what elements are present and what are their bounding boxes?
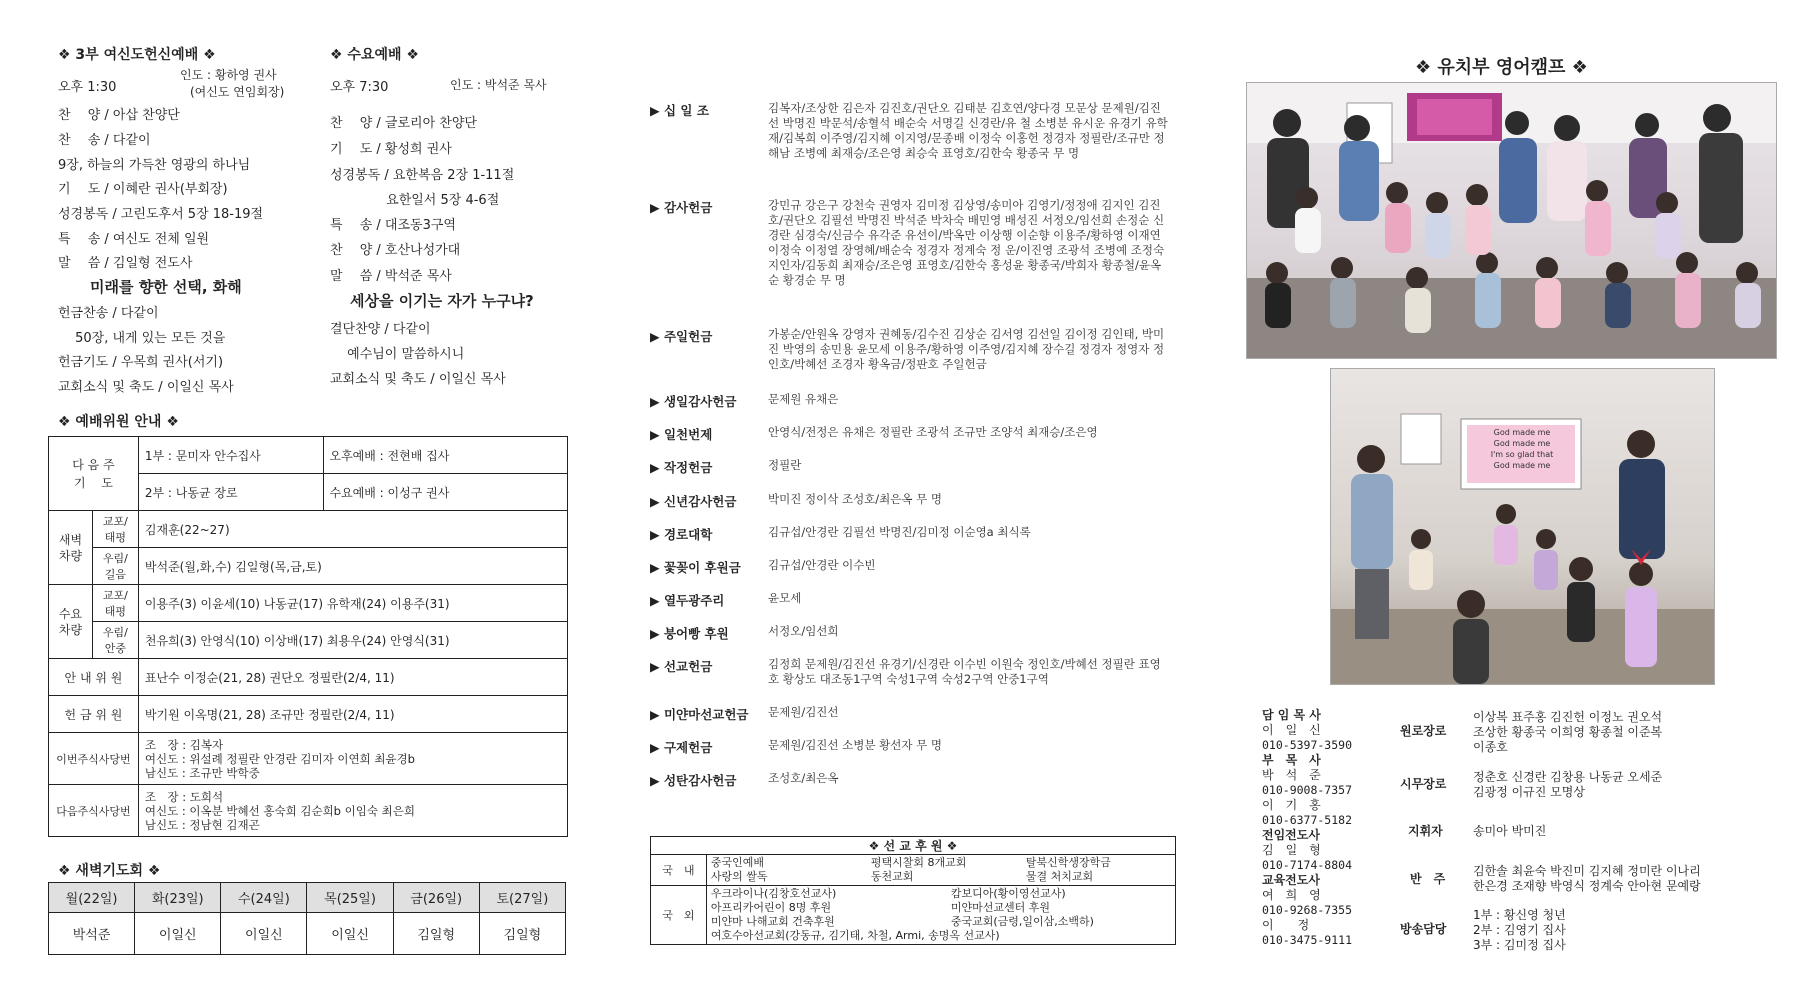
- next-week-meal-line: 조 장 : 도희석: [144, 789, 224, 804]
- offering-label: ▶ 구제헌금: [650, 740, 713, 755]
- offering-names: 김정희 문제원/김진선 유경기/신경란 이수빈 이원숙 정인호/박혜선 정필란 표영호 황상도 대조동1구역 숙성1구역 숙성2구역 안중1구역: [768, 657, 1161, 686]
- dawn-leader: 김일형: [393, 913, 479, 955]
- service3-line: 교회소식 및 축도 / 이일신 목사: [58, 380, 234, 395]
- offering-names: 윤모세: [768, 591, 802, 605]
- officer-names: [1473, 770, 1662, 800]
- wed-car-route: 교포/태평: [92, 585, 138, 622]
- service3-lead-sub: (여신도 연임회장): [190, 85, 285, 99]
- offering-label: ▶ 미얀마선교헌금: [650, 707, 749, 722]
- wednesday-line: 교회소식 및 축도 / 이일신 목사: [330, 372, 506, 387]
- service3-line: 성경봉독 / 고린도후서 5장 18-19절: [58, 207, 264, 222]
- officer-name-line: 1부 : 황신영 청년: [1473, 908, 1566, 922]
- service3-line: 헌금기도 / 우목희 권사(서기): [58, 355, 224, 370]
- screen-text-line: God made me: [1493, 428, 1551, 437]
- dawn-day: 금(26일): [393, 883, 479, 913]
- next-week-meal-line: 남신도 : 정남현 김재곤: [144, 817, 260, 832]
- officer-role: 시무장로: [1400, 777, 1447, 791]
- wednesday-line: 찬 양 / 호산나성가대: [330, 243, 461, 258]
- offering-names: 김규섭/안경란 이수빈: [768, 558, 876, 572]
- wed-car-driver: 이용주(3) 이윤세(10) 나동균(17) 유학재(24) 이용주(31): [138, 585, 567, 622]
- wednesday-time: 오후 7:30: [330, 80, 389, 95]
- next-prayer-wed: 수요예배 : 이성구 권사: [323, 474, 568, 511]
- usher-label: 안 내 위 원: [49, 659, 139, 696]
- pastor-name: 이 일 신: [1262, 723, 1321, 737]
- wed-car-route: 우림/안중: [92, 622, 138, 659]
- officer-names: [1473, 824, 1546, 839]
- wednesday-line: 특 송 / 대조동3구역: [330, 218, 456, 233]
- officer-name-line: 이상복 표주홍 김진헌 이정노 권오석: [1473, 710, 1663, 724]
- dawn-leader: 이일신: [135, 913, 221, 955]
- classroom-photo-illustration: [1331, 369, 1714, 684]
- next-prayer-label: 다 음 주 기 도: [49, 437, 139, 511]
- next-week-meal-line: 여신도 : 이옥분 박혜선 홍숙희 김순희b 이임숙 최은희: [144, 803, 415, 818]
- dawn-car-driver: 박석준(월,화,수) 김일형(목,금,토): [138, 548, 567, 585]
- mission-domestic-item: 사랑의 쌀독: [710, 870, 768, 883]
- officer-name-line: 조상한 황종국 이희영 황종철 이준복: [1473, 725, 1663, 739]
- offering-item: [650, 458, 1170, 476]
- pastor-name: 박 석 준: [1262, 768, 1321, 782]
- officer-role: 반 주: [1410, 872, 1446, 886]
- offering-label: ▶ 열두광주리: [650, 593, 725, 608]
- dawn-car-route: 우림/길음: [92, 548, 138, 585]
- offering-names: 강민규 강은구 강천숙 권영자 김미정 김상영/송미아 김영기/정정애 김지인 김진호/권단오 김필선 박명진 박석준 박차숙 배민영 배성진 서정오/임선희 손정순 신경란 심경숙/신금수 유각준 유선이/박옥만 이상행 이순향 이용주/황하영 이재연 이정숙 이정열 장영혜/배순숙 정경자 정계숙 정 운/이진영 조광석 조병예 조정숙 지인자/김동희 최재승/조은영 표영호/김한숙 홍성윤 황종국/박희자 황종철/윤옥순 황경순 무 명: [768, 198, 1165, 287]
- service3-sermon-title: 미래를 향한 선택, 화해: [90, 278, 242, 296]
- mission-foreign-item: 우크라이나(김창호선교사): [710, 887, 837, 900]
- pastor-name: 이 기 홍: [1262, 798, 1321, 812]
- officer-name-line: 정춘호 신경란 김창용 나동균 오세준: [1473, 770, 1663, 784]
- offering-item: [650, 591, 1170, 609]
- offering-label: ▶ 십 일 조: [650, 103, 709, 118]
- dawn-leader: 이일신: [221, 913, 307, 955]
- dawn-day: 화(23일): [135, 883, 221, 913]
- offering-label: ▶ 주일헌금: [650, 329, 713, 344]
- pastor-phone: 010-9008-7357: [1262, 783, 1353, 797]
- pastor-name: 이 정: [1262, 918, 1310, 932]
- mission-foreign-item: 중국교회(금령,일이삼,소백하): [950, 915, 1094, 928]
- mission-domestic-item: 평택시찰회 8개교회: [870, 856, 967, 869]
- service3-line: 찬 송 / 다같이: [58, 133, 151, 148]
- service3-line: 50장, 내게 있는 모든 것을: [58, 331, 226, 346]
- offering-item: [650, 624, 1170, 642]
- service3-line: 9장, 하늘의 가득찬 영광의 하나님: [58, 158, 251, 173]
- pastor-role: 담 임 목 사: [1262, 708, 1321, 722]
- officer-role: 지휘자: [1408, 824, 1443, 838]
- mission-foreign-item: 아프리카어린이 8명 후원: [710, 901, 832, 914]
- mission-foreign-item: 캄보디아(황이영선교사): [950, 887, 1066, 900]
- dawn-car-route: 교포/태평: [92, 511, 138, 548]
- camp-title: ❖ 유치부 영어캠프 ❖: [1415, 57, 1588, 78]
- dawn-day: 목(25일): [307, 883, 393, 913]
- mission-title: ❖ 선 교 후 원 ❖: [651, 837, 1176, 855]
- officer-name-line: 김광정 이규진 모명상: [1473, 785, 1585, 799]
- offering-label: ▶ 선교헌금: [650, 659, 713, 674]
- wednesday-line: 기 도 / 황성희 권사: [330, 142, 452, 157]
- service3-time: 오후 1:30: [58, 80, 117, 95]
- pastor-list: [1262, 708, 1382, 948]
- offering-staff-names: 박기원 이옥명(21, 28) 조규만 정필란(2/4, 11): [138, 696, 567, 733]
- offering-item: [650, 657, 1170, 691]
- service3-title: ❖ 3부 여신도헌신예배 ❖: [58, 47, 216, 63]
- offering-item: [650, 101, 1170, 181]
- mission-foreign-item: 여호수아선교회(강동규, 김기태, 차철, Armi, 송명옥 선교사): [710, 929, 1000, 942]
- camp-classroom-photo: [1330, 368, 1715, 685]
- wed-car-label: 수요 차량: [49, 585, 93, 659]
- offering-item: [650, 525, 1170, 543]
- officer-names: [1473, 908, 1566, 953]
- offering-item: [650, 771, 1170, 789]
- offering-names: 정필란: [768, 458, 802, 472]
- offering-names: 가봉순/안원옥 강영자 권혜동/김수진 김상순 김서영 김선일 김이정 김인태, 박미진 박영의 송민용 윤모세 이용주/황하영 이주영/김지혜 장수길 정경자 정영자 정인호/박혜선 조경자 황옥금/정판호 주일헌금: [768, 327, 1165, 371]
- offering-names: 문제원/김진선: [768, 705, 839, 719]
- officer-role: 원로장로: [1400, 724, 1447, 738]
- mission-domestic-item: 물결 처치교회: [1025, 870, 1094, 883]
- officer-name-line: 한은경 조재향 박영식 정계숙 안아현 문예랑: [1473, 879, 1701, 893]
- offering-item: [650, 327, 1170, 377]
- offering-item: [650, 392, 1170, 410]
- this-week-meal-line: 여신도 : 위설례 정필란 안경란 김미자 이연희 최윤경b: [144, 751, 415, 766]
- offering-item: [650, 738, 1170, 756]
- next-prayer-pm: 오후예배 : 전현배 집사: [323, 437, 568, 474]
- screen-text-line: I'm so glad that: [1490, 450, 1554, 459]
- officer-name-line: 3부 : 김미정 집사: [1473, 938, 1566, 952]
- officer-name-line: 2부 : 김영기 집사: [1473, 923, 1566, 937]
- offering-item: [650, 425, 1170, 443]
- offering-names: 김복자/조상한 김은자 김진호/권단오 김태분 김호연/양다경 모문상 문제원/김진선 박명진 박문석/송혈석 배순숙 서명길 신경란/유 철 소병분 유시운 유경기 유학재/김복희 이주영/김지혜 이지영/문종배 이정숙 이홍헌 정경자 정필란/조규만 정해남 조병예 최재승/조은영 최승숙 표영호/김한숙 황종국 무 명: [768, 101, 1168, 160]
- service3-line: 헌금찬송 / 다같이: [58, 306, 159, 321]
- wednesday-line: 예수님이 말씀하시니: [330, 347, 465, 362]
- screen-text-line: God made me: [1493, 439, 1551, 448]
- offering-label: ▶ 작정헌금: [650, 460, 713, 475]
- worship-staff-table: [48, 436, 568, 837]
- dawn-day: 월(22일): [49, 883, 135, 913]
- pastor-phone: 010-5397-3590: [1262, 738, 1353, 752]
- offering-names: 서정오/임선희: [768, 624, 839, 638]
- officer-name-line: 송미아 박미진: [1473, 824, 1547, 838]
- offering-label: ▶ 경로대학: [650, 527, 713, 542]
- offering-names: 문제원 유채은: [768, 392, 839, 406]
- mission-domestic-item: 동천교회: [870, 870, 914, 883]
- dawn-prayer-title: ❖ 새벽기도회 ❖: [58, 863, 161, 879]
- offering-item: [650, 198, 1170, 318]
- dawn-leader: 김일형: [479, 913, 565, 955]
- offering-names: 박미진 정이삭 조성호/최은옥 무 명: [768, 492, 943, 506]
- offering-item: [650, 705, 1170, 723]
- camp-group-photo: [1246, 82, 1777, 359]
- dawn-leader: 박석준: [49, 913, 135, 955]
- offering-item: [650, 492, 1170, 510]
- mission-domestic-item: 탈북신학생장학금: [1025, 856, 1111, 869]
- dawn-prayer-table: [48, 882, 566, 955]
- offering-item: [650, 558, 1170, 576]
- dawn-car-driver: 김재훈(22~27): [138, 511, 567, 548]
- this-week-meal-label: 이번주식사당번: [49, 733, 139, 785]
- service3-line: 특 송 / 여신도 전체 일원: [58, 232, 210, 247]
- offering-names: 안영식/전정은 유채은 정필란 조광석 조규만 조양석 최재승/조은영: [768, 425, 1098, 439]
- offering-names: 문제원/김진선 소병분 황선자 무 명: [768, 738, 943, 752]
- dawn-car-label: 새벽 차량: [49, 511, 93, 585]
- wednesday-title: ❖ 수요예배 ❖: [330, 47, 419, 63]
- service3-lead: 인도 : 황하영 권사: [180, 68, 277, 82]
- pastor-name: 여 희 영: [1262, 888, 1321, 902]
- offering-label: ▶ 생일감사헌금: [650, 394, 737, 409]
- next-prayer-1: 1부 : 문미자 안수집사: [138, 437, 323, 474]
- pastor-phone: 010-9268-7355: [1262, 903, 1353, 917]
- worship-staff-title: ❖ 예배위원 안내 ❖: [58, 414, 179, 430]
- offering-label: ▶ 성탄감사헌금: [650, 773, 737, 788]
- officer-name-line: 이종호: [1473, 740, 1508, 754]
- dawn-day: 수(24일): [221, 883, 307, 913]
- this-week-meal-line: 남신도 : 조규만 박학중: [144, 765, 260, 780]
- wednesday-sermon-title: 세상을 이기는 자가 누구냐?: [350, 292, 534, 310]
- wednesday-line: 성경봉독 / 요한복음 2장 1-11절: [330, 168, 515, 183]
- next-week-meal-label: 다음주식사당번: [49, 785, 139, 837]
- offering-names: 조성호/최은옥: [768, 771, 839, 785]
- group-photo-illustration: [1247, 83, 1776, 358]
- pastor-phone: 010-3475-9111: [1262, 933, 1353, 947]
- mission-domestic-item: 중국인예배: [710, 856, 764, 869]
- officer-names: [1473, 710, 1662, 755]
- offering-names: 김규섭/안경란 김필선 박명진/김미정 이순영a 최식록: [768, 525, 1031, 539]
- wednesday-line: 말 씀 / 박석준 목사: [330, 269, 452, 284]
- pastor-phone: 010-7174-8804: [1262, 858, 1353, 872]
- offering-label: ▶ 붕어빵 후원: [650, 626, 729, 641]
- wednesday-line: 결단찬양 / 다같이: [330, 322, 431, 337]
- dawn-leader: 이일신: [307, 913, 393, 955]
- wednesday-lead: 인도 : 박석준 목사: [450, 78, 547, 92]
- next-prayer-2: 2부 : 나동균 장로: [138, 474, 323, 511]
- service3-line: 기 도 / 이혜란 권사(부회장): [58, 182, 228, 197]
- offering-label: ▶ 일천번제: [650, 427, 713, 442]
- this-week-meal-line: 조 장 : 김복자: [144, 737, 224, 752]
- pastor-role: 부 목 사: [1262, 753, 1321, 767]
- screen-text-line: God made me: [1493, 461, 1551, 470]
- offering-label: ▶ 감사헌금: [650, 200, 713, 215]
- officer-role: 방송담당: [1400, 922, 1447, 936]
- mission-foreign-item: 미얀마 나해교회 건축후원: [710, 915, 835, 928]
- service3-line: 찬 양 / 아삽 찬양단: [58, 108, 180, 123]
- usher-names: 표난수 이정순(21, 28) 권단오 정필란(2/4, 11): [138, 659, 567, 696]
- wed-car-driver: 천유희(3) 안영식(10) 이상배(17) 최용우(24) 안영식(31): [138, 622, 567, 659]
- pastor-name: 김 일 형: [1262, 843, 1321, 857]
- offering-label: ▶ 꽃꽂이 후원금: [650, 560, 741, 575]
- mission-foreign-label: 국 외: [651, 886, 707, 945]
- officer-name-line: 김한솔 최윤숙 박진미 김지혜 정미란 이나리: [1473, 864, 1701, 878]
- wednesday-line: 요한일서 5장 4-6절: [330, 193, 500, 208]
- service3-line: 말 씀 / 김일형 전도사: [58, 256, 193, 271]
- pastor-phone: 010-6377-5182: [1262, 813, 1353, 827]
- offering-label: ▶ 신년감사헌금: [650, 494, 737, 509]
- mission-foreign-item: 미얀마선교센터 후원: [950, 901, 1050, 914]
- officer-names: [1473, 864, 1701, 894]
- dawn-day: 토(27일): [479, 883, 565, 913]
- offering-staff-label: 헌 금 위 원: [49, 696, 139, 733]
- wednesday-line: 찬 양 / 글로리아 찬양단: [330, 116, 477, 131]
- mission-domestic-label: 국 내: [651, 855, 707, 886]
- mission-table: [650, 836, 1176, 945]
- pastor-role: 교육전도사: [1262, 873, 1320, 887]
- pastor-role: 전임전도사: [1262, 828, 1320, 842]
